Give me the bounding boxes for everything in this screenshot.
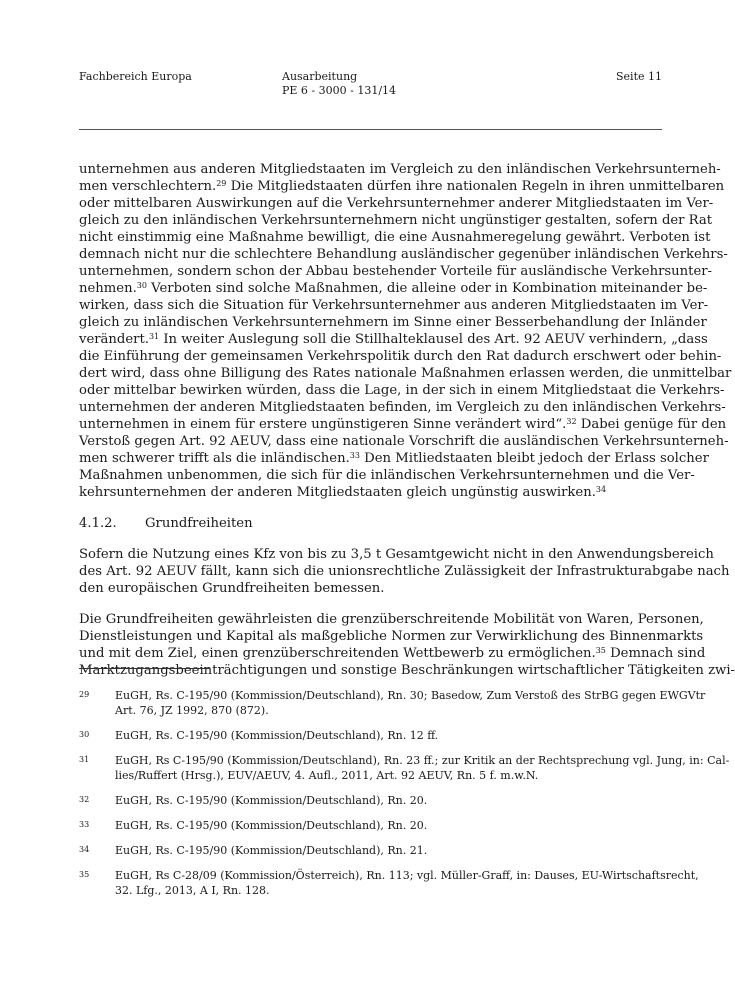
header-divider bbox=[79, 129, 662, 130]
text-line: gleich zu den inländischen Verkehrsunternehmern nicht ungünstiger gestalten, sofern der Rat bbox=[79, 213, 713, 228]
text-line: Marktzugangsbeeinträchtigungen und sonstige Beschränkungen wirtschaftlicher Tätigkeiten zwi- bbox=[79, 663, 735, 678]
text-line: nicht einstimmig eine Maßnahme bewilligt, die eine Ausnahmeregelung gewährt. Verboten ist bbox=[79, 230, 711, 245]
text-line: gleich zu inländischen Verkehrsunternehmern im Sinne einer Besserbehandlung der Inländer bbox=[79, 315, 707, 330]
footnote bbox=[79, 843, 663, 858]
footnote-ref-30[interactable]: 30 bbox=[136, 281, 147, 290]
text-line: unternehmen aus anderen Mitgliedstaaten im Vergleich zu den inländischen Verkehrsunterneh- bbox=[79, 162, 721, 177]
header-page-number: Seite 11 bbox=[616, 70, 662, 83]
text-line: men schwerer trifft als die inländischen.$^{33}$ Den Mitliedstaaten bleibt jedoch der Erlass solcher bbox=[79, 451, 709, 466]
footnote bbox=[79, 868, 699, 898]
footnote-number: 29 bbox=[79, 690, 90, 699]
main-text bbox=[79, 161, 735, 693]
header-document-type bbox=[282, 70, 396, 98]
text-line: oder mittelbaren Auswirkungen auf die Verkehrsunternehmer anderer Mitgliedstaaten im Ver- bbox=[79, 196, 714, 211]
footnote-ref-34[interactable]: 34 bbox=[595, 485, 607, 494]
text-line: oder mittelbar bewirken würden, dass die Lage, in der sich in einem Mitgliedstaat die Verkehrs- bbox=[79, 383, 725, 398]
footnote-ref-32[interactable]: 32 bbox=[566, 417, 577, 426]
text-line: unternehmen der anderen Mitgliedstaaten befinden, im Vergleich zu den inländischen Verkehrs- bbox=[79, 400, 726, 415]
footnote-text: EuGH, Rs C-195/90 (Kommission/Deutschland), Rn. 23 ff.; zur Kritik an der Rechtsprechung vgl. Jung, in: Cal- lies/Ruffert (Hrsg.), EUV/AEUV, 4. Aufl., 2011, Art. 92 AEUV, Rn. 5 f. m.w.N. bbox=[115, 754, 730, 782]
text-line: Verstoß gegen Art. 92 AEUV, dass eine nationale Vorschrift die ausländischen Verkehrsunterneh- bbox=[79, 434, 729, 449]
footnote-ref-31[interactable]: 31 bbox=[148, 332, 160, 341]
footnote bbox=[79, 818, 663, 833]
footnote-ref-33[interactable]: 33 bbox=[349, 451, 360, 460]
footnote-text: EuGH, Rs. C-195/90 (Kommission/Deutschland), Rn. 30; Basedow, Zum Verstoß des StrBG gegen EWGVtr Art. 76, JZ 1992, 870 (872). bbox=[115, 689, 706, 717]
footnote-divider bbox=[79, 668, 210, 669]
header-document-number: PE 6 - 3000 - 131/14 bbox=[282, 84, 397, 97]
paragraph-2 bbox=[79, 546, 730, 597]
text-line: unternehmen in einem für erstere ungünstigeren Sinne verändert wird“.$^{32}$ Dabei genüge für den bbox=[79, 417, 727, 432]
text-line: dert wird, dass ohne Billigung des Rates nationale Maßnahmen erlassen werden, die unmittelbar bbox=[79, 366, 732, 381]
footnote-number: 34 bbox=[79, 845, 90, 854]
paragraph-1 bbox=[79, 161, 732, 501]
text-line: kehrsunternehmen der anderen Mitgliedstaaten gleich ungünstig auswirken.$^{34}$ bbox=[79, 485, 607, 500]
text-line: demnach nicht nur die schlechtere Behandlung ausländischer gegenüber inländischen Verkehrs- bbox=[79, 247, 728, 262]
footnote bbox=[79, 728, 663, 743]
page-header bbox=[79, 70, 662, 110]
text-line: Maßnahmen unbenommen, die sich für die inländischen Verkehrsunternehmen und die Ver- bbox=[79, 468, 695, 483]
footnote bbox=[79, 688, 706, 718]
text-line: die Einführung der gemeinsamen Verkehrspolitik durch den Rat dadurch erschwert oder behin- bbox=[79, 349, 722, 364]
footnote-ref-29[interactable]: 29 bbox=[216, 179, 227, 188]
text-line: Die Grundfreiheiten gewährleisten die grenzüberschreitende Mobilität von Waren, Personen, bbox=[79, 612, 704, 627]
text-line: unternehmen, sondern schon der Abbau bestehender Vorteile für ausländische Verkehrsunter- bbox=[79, 264, 713, 279]
section-title: Grundfreiheiten bbox=[145, 516, 253, 531]
text-line: den europäischen Grundfreiheiten bemessen. bbox=[79, 581, 385, 596]
text-line: des Art. 92 AEUV fällt, kann sich die unionsrechtliche Zulässigkeit der Infrastrukturabgabe nach bbox=[79, 564, 730, 579]
footnote-number: 30 bbox=[79, 730, 90, 739]
text-line: men verschlechtern.$^{29}$ Die Mitgliedstaaten dürfen ihre nationalen Regeln in ihren unmittelbaren bbox=[79, 179, 725, 194]
text-line: und mit dem Ziel, einen grenzüberschreitenden Wettbewerb zu ermöglichen.$^{35}$ Demnach sind bbox=[79, 646, 706, 661]
text-line: Sofern die Nutzung eines Kfz von bis zu 3,5 t Gesamtgewicht nicht in den Anwendungsbereich bbox=[79, 547, 714, 562]
footnote bbox=[79, 753, 730, 783]
footnote bbox=[79, 793, 663, 808]
text-line: verändert.$^{31}$ In weiter Auslegung soll die Stillhalteklausel des Art. 92 AEUV verhindern, „dass bbox=[79, 332, 708, 347]
header-department: Fachbereich Europa bbox=[79, 70, 192, 83]
footnote-number: 32 bbox=[79, 795, 90, 804]
footnote-number: 31 bbox=[79, 755, 90, 764]
footnotes bbox=[79, 688, 730, 908]
footnote-text: EuGH, Rs. C-195/90 (Kommission/Deutschland), Rn. 20. bbox=[115, 794, 428, 807]
section-number: 4.1.2. bbox=[79, 516, 117, 531]
text-line: wirken, dass sich die Situation für Verkehrsunternehmer aus anderen Mitgliedstaaten im Ver- bbox=[79, 298, 709, 313]
text-line: nehmen.$^{30}$ Verboten sind solche Maßnahmen, die alleine oder in Kombination miteinander be- bbox=[79, 281, 708, 296]
header-document-label: Ausarbeitung bbox=[282, 70, 358, 83]
footnote-text: EuGH, Rs. C-195/90 (Kommission/Deutschland), Rn. 12 ff. bbox=[115, 729, 439, 742]
footnote-text: EuGH, Rs C-28/09 (Kommission/Österreich), Rn. 113; vgl. Müller-Graff, in: Dauses, EU-Wirtschaftsrecht, 32. Lfg., 2013, A I, Rn. 128. bbox=[115, 869, 699, 897]
text-line: Dienstleistungen und Kapital als maßgebliche Normen zur Verwirklichung des Binnenmarkts bbox=[79, 629, 704, 644]
footnote-text: EuGH, Rs. C-195/90 (Kommission/Deutschland), Rn. 21. bbox=[115, 844, 428, 857]
footnote-text: EuGH, Rs. C-195/90 (Kommission/Deutschland), Rn. 20. bbox=[115, 819, 428, 832]
footnote-number: 33 bbox=[79, 820, 90, 829]
footnote-ref-35[interactable]: 35 bbox=[595, 646, 606, 655]
footnote-number: 35 bbox=[79, 870, 90, 879]
section-heading bbox=[79, 515, 663, 532]
